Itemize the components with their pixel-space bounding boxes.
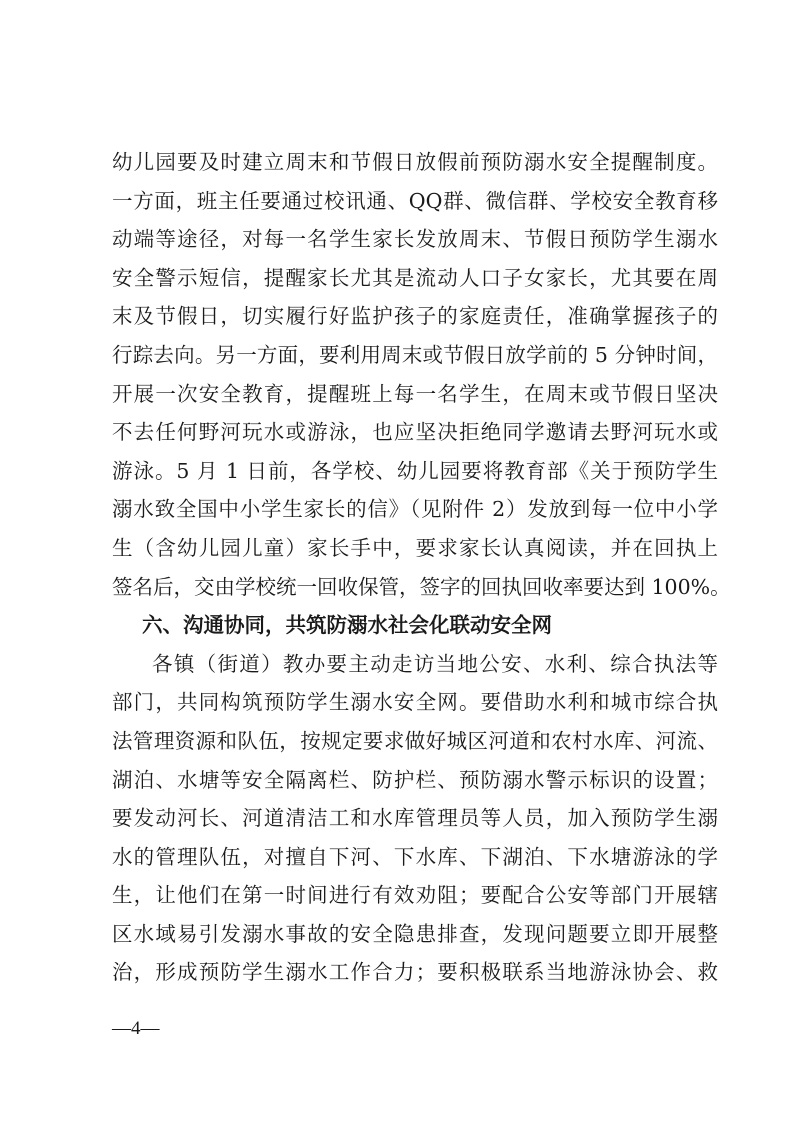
text-line: 生，让他们在第一时间进行有效劝阻；要配合公安等部门开展辖 (112, 883, 718, 908)
text-line: 各镇（街道）教办要主动走访当地公安、水利、综合执法等 (152, 651, 718, 676)
text-line: 湖泊、水塘等安全隔离栏、防护栏、预防溺水警示标识的设置； (112, 767, 718, 792)
text-line: 水的管理队伍，对擅自下河、下水库、下湖泊、下水塘游泳的学 (112, 844, 718, 869)
paragraph (112, 645, 718, 992)
text-line: 法管理资源和队伍，按规定要求做好城区河道和农村水库、河流、 (112, 728, 718, 753)
text-line: 要发动河长、河道清洁工和水库管理员等人员，加入预防学生溺 (112, 806, 718, 831)
text-line: 溺水致全国中小学生家长的信》（见附件 2）发放到每一位中小学 (112, 497, 718, 522)
text-line: 开展一次安全教育，提醒班上每一名学生，在周末或节假日坚决 (112, 381, 718, 406)
text-line: 动端等途径，对每一名学生家长发放周末、节假日预防学生溺水 (112, 227, 718, 252)
text-line: 治，形成预防学生溺水工作合力；要积极联系当地游泳协会、救 (112, 960, 718, 985)
text-line: 末及节假日，切实履行好监护孩子的家庭责任，准确掌握孩子的 (112, 304, 718, 329)
text-line: 安全警示短信，提醒家长尤其是流动人口子女家长，尤其要在周 (112, 265, 718, 290)
text-line: 幼儿园要及时建立周末和节假日放假前预防溺水安全提醒制度。 (112, 150, 718, 174)
text-line: 不去任何野河玩水或游泳，也应坚决拒绝同学邀请去野河玩水或 (112, 420, 718, 445)
text-line: 游泳。5 月 1 日前，各学校、幼儿园要将教育部《关于预防学生 (112, 458, 718, 483)
text-line: 生（含幼儿园儿童）家长手中，要求家长认真阅读，并在回执上 (112, 535, 718, 560)
text-line: 签名后，交由学校统一回收保管，签字的回执回收率要达到 100%。 (112, 574, 731, 599)
text-line: 一方面，班主任要通过校讯通、QQ群、微信群、学校安全教育移 (112, 188, 718, 213)
page-number: —4— (112, 1018, 160, 1039)
section-heading: 六、沟通协同，共筑防溺水社会化联动安全网 (142, 613, 552, 638)
paragraph (112, 143, 731, 606)
text-line: 部门，共同构筑预防学生溺水安全网。要借助水利和城市综合执 (112, 690, 718, 715)
text-line: 行踪去向。另一方面，要利用周末或节假日放学前的 5 分钟时间， (112, 342, 718, 367)
text-line: 区水域易引发溺水事故的安全隐患排查，发现问题要立即开展整 (112, 921, 718, 946)
body-text (112, 143, 731, 992)
